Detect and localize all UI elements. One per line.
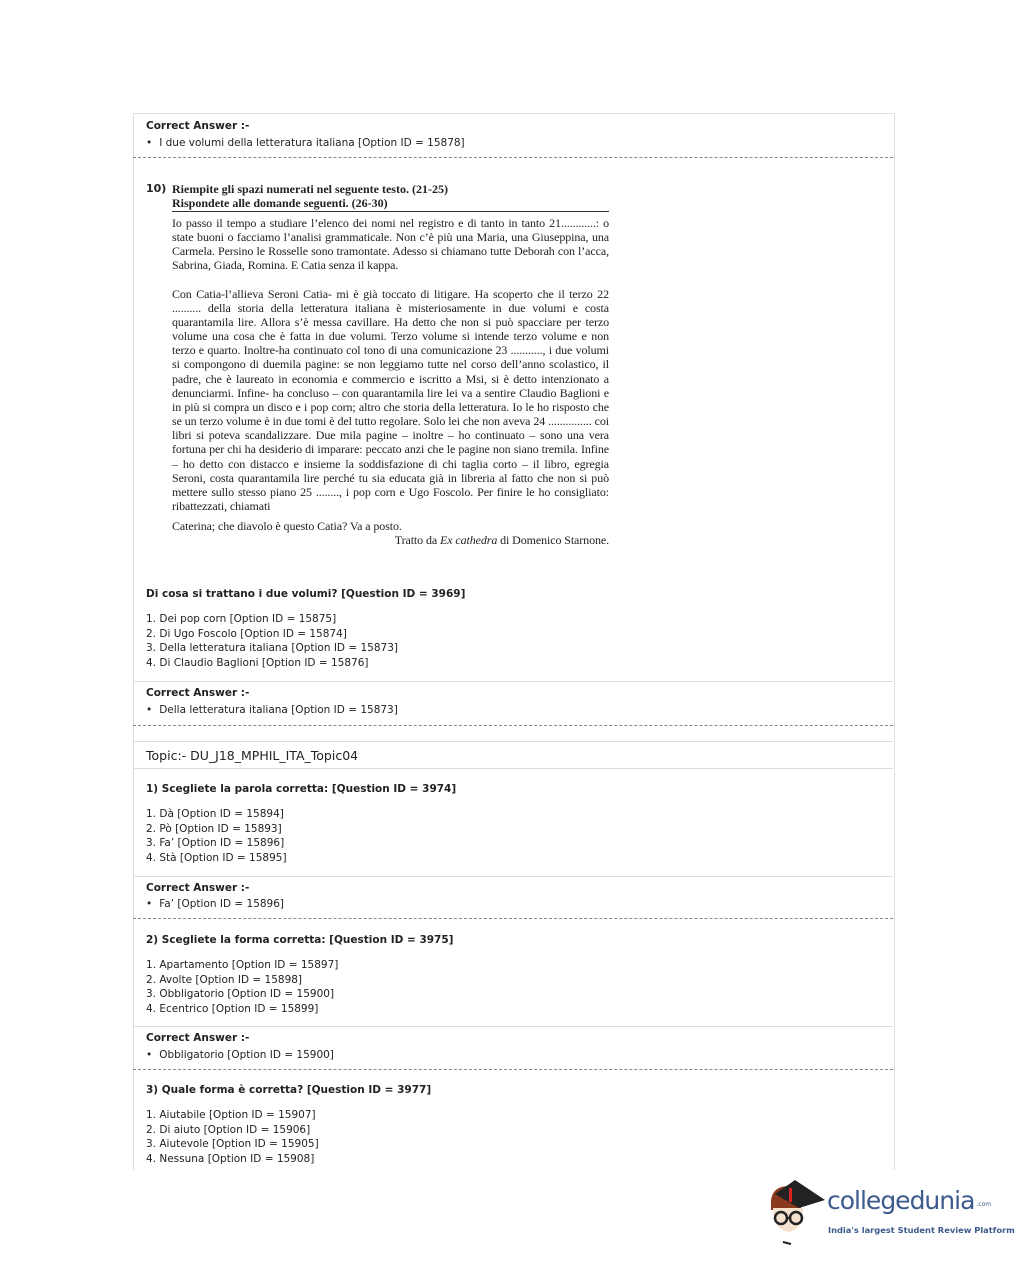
- divider: [133, 157, 893, 158]
- logo-wordmark: collegedunia: [827, 1186, 975, 1215]
- passage-source: [172, 533, 609, 547]
- option: 4. Ecentrico [Option ID = 15899]: [146, 1003, 319, 1016]
- logo-com: .com: [976, 1200, 992, 1208]
- option: 3. Aiutevole [Option ID = 15905]: [146, 1138, 319, 1151]
- question-number: 10): [146, 182, 167, 195]
- divider: [133, 725, 893, 726]
- heading-rule: [172, 211, 609, 212]
- divider: [133, 876, 893, 877]
- correct-answer: • Della letteratura italiana [Option ID = 15873]: [146, 704, 398, 716]
- option: 1. Aiutabile [Option ID = 15907]: [146, 1109, 316, 1121]
- passage-heading-2: Rispondete alle domande seguenti. (26-30): [172, 196, 388, 210]
- source-suffix: di Domenico Starnone.: [497, 533, 609, 548]
- correct-answer-label: Correct Answer :-: [146, 882, 250, 894]
- option: 3. Obbligatorio [Option ID = 15900]: [146, 988, 335, 1001]
- passage-heading-1: Riempite gli spazi numerati nel seguente testo. (21-25): [172, 182, 448, 196]
- divider: [133, 1026, 893, 1027]
- question-text: 1) Scegliete la parola corretta: [Question ID = 3974]: [146, 783, 457, 795]
- options-list: [146, 612, 398, 671]
- question-text: 2) Scegliete la forma corretta: [Question ID = 3975]: [146, 934, 454, 946]
- divider: [133, 741, 893, 742]
- option: 4. Di Claudio Baglioni [Option ID = 15876]: [146, 657, 369, 670]
- option: 2. Di Ugo Foscolo [Option ID = 15874]: [146, 627, 347, 640]
- logo-tagline: India's largest Student Review Platform: [828, 1225, 1015, 1235]
- topic-title: Topic:- DU_J18_MPHIL_ITA_Topic04: [146, 748, 359, 763]
- options-list: [146, 1108, 319, 1167]
- divider: [133, 918, 893, 919]
- source-prefix: Tratto da: [394, 533, 440, 548]
- correct-answer-label: Correct Answer :-: [146, 1032, 250, 1044]
- correct-answer: • I due volumi della letteratura italiana [Option ID = 15878]: [146, 137, 465, 149]
- option: 1. Apartamento [Option ID = 15897]: [146, 959, 339, 971]
- collegedunia-logo: [765, 1178, 1020, 1248]
- option: 1. Dei pop corn [Option ID = 15875]: [146, 613, 337, 625]
- logo-wordmark-line: [827, 1186, 991, 1220]
- option: 2. Pò [Option ID = 15893]: [146, 822, 282, 835]
- correct-answer-label: Correct Answer :-: [146, 687, 250, 699]
- correct-answer: • Obbligatorio [Option ID = 15900]: [146, 1049, 334, 1061]
- option: 3. Della letteratura italiana [Option ID = 15873]: [146, 642, 398, 655]
- options-list: [146, 958, 338, 1017]
- passage-paragraph: Io passo il tempo a studiare l’elenco dei nomi nel registro e di tanto in tanto 21............: o state buoni o facciamo l’analisi grammaticale. Non c’è più una Maria, una Giuseppina, una Carmela. Persino le Rosselle sono tramontate. Adesso si chiamano tutte Deborah con l’acca, Sabrina, Giada, Romina. E Catia senza il kappa.: [172, 216, 609, 273]
- question-text: Di cosa si trattano i due volumi? [Question ID = 3969]: [146, 588, 466, 600]
- passage-paragraph: Con Catia-l’allieva Seroni Catia- mi è già toccato di litigare. Ha scoperto che il terzo 22 .......... della storia della letteratura italiana è misteriosamente in due volumi e costa quarantamila lire. Allora s’è messa cavillare. Ha detto che non si può spacciare per terzo volume una cosa che è fatta in due volumi. Terzo volume si intende terzo volume e non terzo e quarto. Inoltre-ha continuato col tono di una comunicazione 23 ..........., i due volumi si compongono di duemila pagine: se non leggiamo tutte nel corso dell’anno scolastico, il padre, che è laureato in economia e commercio e iscritto a Msi, si è detto intenzionato a denunciarmi. Infine- ha concluso – con quarantamila lire lei va a sentire Claudio Baglioni e in più si compra un disco e i pop corn; altro che storia della letteratura. Io le ho risposto che se un terzo volume è in due tomi è del tutto regolare. Solo lei che non aveva 24 ............... coi libri si poteva scandalizzare. Due mila pagine – inoltre – ho continuato – sono una vera fortuna per chi ha desiderio di imparare: peccato anzi che le pagine non siano tremila. Infine – ho detto con distacco e insieme la soddisfazione di chi taglia corto – il libro, egregia Seroni, costa quarantamila lire perché tu sia educata già in libreria al fatto che non si può mettere sullo stesso piano 25 ........, i pop corn e Ugo Foscolo. Per finire le ho consigliato: ribattezzati, chiamati: [172, 286, 609, 513]
- correct-answer: • Fa’ [Option ID = 15896]: [146, 898, 284, 910]
- correct-answer-label: Correct Answer :-: [146, 120, 250, 132]
- divider: [133, 768, 893, 769]
- option: 3. Fa’ [Option ID = 15896]: [146, 837, 285, 850]
- divider: [133, 681, 893, 682]
- passage: [172, 216, 609, 547]
- question-text: 3) Quale forma è corretta? [Question ID = 3977]: [146, 1084, 432, 1096]
- mascot-icon: [765, 1178, 827, 1248]
- option: 4. Stà [Option ID = 15895]: [146, 852, 287, 865]
- option: 2. Avolte [Option ID = 15898]: [146, 973, 303, 986]
- divider: [133, 1069, 893, 1070]
- source-title: Ex cathedra: [440, 533, 498, 548]
- passage-paragraph: Caterina; che diavolo è questo Catia? Va a posto.: [172, 519, 402, 534]
- option: 2. Di aiuto [Option ID = 15906]: [146, 1123, 311, 1136]
- option: 4. Nessuna [Option ID = 15908]: [146, 1153, 315, 1166]
- options-list: [146, 807, 287, 866]
- option: 1. Dà [Option ID = 15894]: [146, 808, 284, 820]
- divider: [133, 113, 893, 114]
